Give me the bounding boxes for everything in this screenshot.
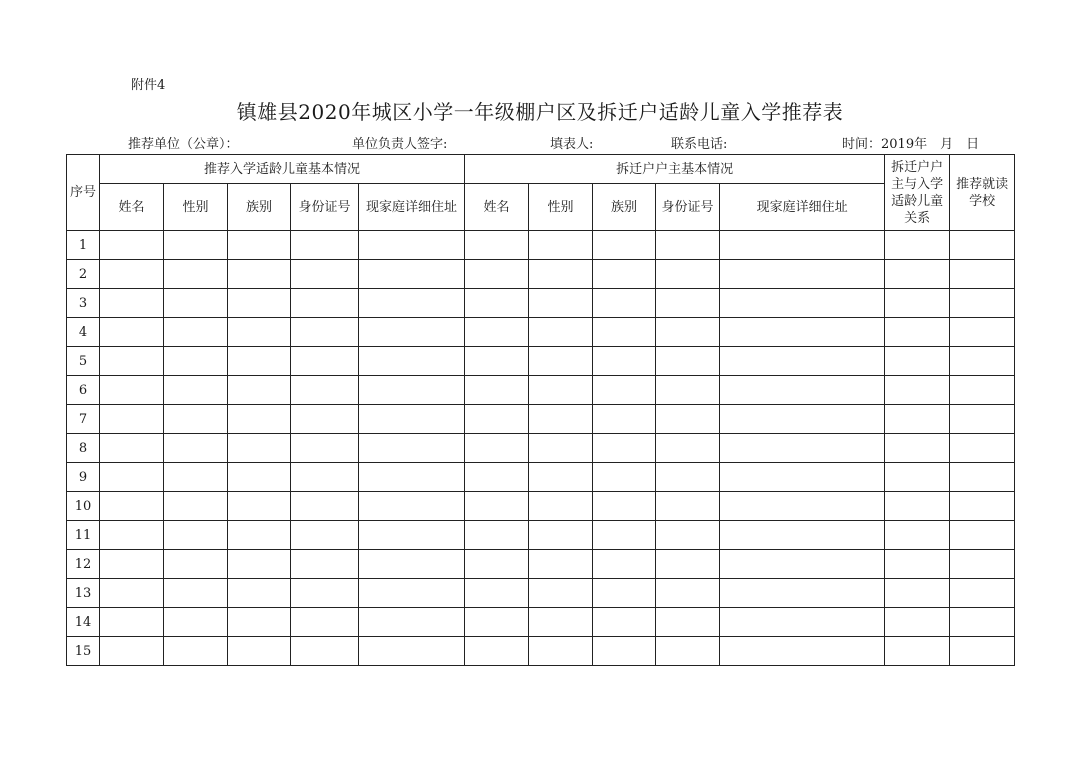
empty-cell[interactable]: [291, 376, 359, 405]
empty-cell[interactable]: [164, 376, 228, 405]
empty-cell[interactable]: [228, 405, 291, 434]
owner-col-address: 现家庭详细住址: [720, 184, 885, 231]
empty-cell[interactable]: [228, 434, 291, 463]
empty-cell[interactable]: [359, 637, 465, 666]
empty-cell[interactable]: [291, 347, 359, 376]
empty-cell[interactable]: [720, 637, 885, 666]
empty-cell[interactable]: [885, 637, 950, 666]
empty-cell[interactable]: [656, 579, 720, 608]
child-col-ethnicity: 族别: [228, 184, 291, 231]
row-number: 15: [67, 637, 100, 666]
empty-cell[interactable]: [593, 405, 656, 434]
empty-cell[interactable]: [100, 260, 164, 289]
empty-cell[interactable]: [164, 463, 228, 492]
empty-cell[interactable]: [950, 231, 1015, 260]
empty-cell[interactable]: [720, 521, 885, 550]
empty-cell[interactable]: [656, 318, 720, 347]
empty-cell[interactable]: [228, 231, 291, 260]
empty-cell[interactable]: [529, 405, 593, 434]
empty-cell[interactable]: [465, 405, 529, 434]
table-row: [67, 318, 1015, 347]
empty-cell[interactable]: [164, 637, 228, 666]
empty-cell[interactable]: [656, 289, 720, 318]
empty-cell[interactable]: [885, 463, 950, 492]
empty-cell[interactable]: [529, 463, 593, 492]
empty-cell[interactable]: [291, 318, 359, 347]
empty-cell[interactable]: [656, 405, 720, 434]
child-col-name: 姓名: [100, 184, 164, 231]
empty-cell[interactable]: [950, 376, 1015, 405]
empty-cell[interactable]: [465, 434, 529, 463]
row-number: 1: [67, 231, 100, 260]
empty-cell[interactable]: [465, 376, 529, 405]
table-row: [67, 289, 1015, 318]
empty-cell[interactable]: [465, 550, 529, 579]
empty-cell[interactable]: [228, 637, 291, 666]
empty-cell[interactable]: [593, 376, 656, 405]
empty-cell[interactable]: [228, 463, 291, 492]
empty-cell[interactable]: [359, 434, 465, 463]
empty-cell[interactable]: [291, 463, 359, 492]
empty-cell[interactable]: [359, 376, 465, 405]
empty-cell[interactable]: [529, 434, 593, 463]
empty-cell[interactable]: [100, 376, 164, 405]
row-number: 5: [67, 347, 100, 376]
empty-cell[interactable]: [164, 492, 228, 521]
empty-cell[interactable]: [291, 579, 359, 608]
row-number: 10: [67, 492, 100, 521]
empty-cell[interactable]: [656, 550, 720, 579]
empty-cell[interactable]: [529, 492, 593, 521]
empty-cell[interactable]: [529, 608, 593, 637]
empty-cell[interactable]: [529, 521, 593, 550]
unit-head-signature-label: 单位负责人签字:: [352, 137, 448, 152]
empty-cell[interactable]: [291, 550, 359, 579]
empty-cell[interactable]: [359, 289, 465, 318]
row-number: 8: [67, 434, 100, 463]
date-label: 时间：2019年 月 日: [842, 137, 980, 152]
empty-cell[interactable]: [950, 463, 1015, 492]
empty-cell[interactable]: [720, 463, 885, 492]
empty-cell[interactable]: [100, 347, 164, 376]
empty-cell[interactable]: [359, 318, 465, 347]
empty-cell[interactable]: [593, 579, 656, 608]
empty-cell[interactable]: [885, 608, 950, 637]
empty-cell[interactable]: [656, 637, 720, 666]
empty-cell[interactable]: [593, 260, 656, 289]
relation-header: 拆迁户户主与入学适龄儿童关系: [885, 155, 950, 231]
empty-cell[interactable]: [100, 579, 164, 608]
empty-cell[interactable]: [720, 579, 885, 608]
empty-cell[interactable]: [950, 579, 1015, 608]
empty-cell[interactable]: [950, 637, 1015, 666]
empty-cell[interactable]: [228, 521, 291, 550]
empty-cell[interactable]: [359, 231, 465, 260]
empty-cell[interactable]: [164, 608, 228, 637]
empty-cell[interactable]: [885, 347, 950, 376]
empty-cell[interactable]: [720, 608, 885, 637]
empty-cell[interactable]: [228, 318, 291, 347]
empty-cell[interactable]: [228, 492, 291, 521]
table-row: [67, 434, 1015, 463]
empty-cell[interactable]: [465, 231, 529, 260]
child-col-gender: 性别: [164, 184, 228, 231]
empty-cell[interactable]: [593, 231, 656, 260]
empty-cell[interactable]: [228, 376, 291, 405]
empty-cell[interactable]: [100, 434, 164, 463]
empty-cell[interactable]: [465, 318, 529, 347]
empty-cell[interactable]: [720, 231, 885, 260]
empty-cell[interactable]: [950, 492, 1015, 521]
child-col-id-number: 身份证号: [291, 184, 359, 231]
empty-cell[interactable]: [950, 318, 1015, 347]
empty-cell[interactable]: [885, 492, 950, 521]
empty-cell[interactable]: [164, 405, 228, 434]
empty-cell[interactable]: [885, 289, 950, 318]
owner-col-name: 姓名: [465, 184, 529, 231]
empty-cell[interactable]: [593, 550, 656, 579]
empty-cell[interactable]: [465, 521, 529, 550]
row-number: 11: [67, 521, 100, 550]
table-row: [67, 608, 1015, 637]
empty-cell[interactable]: [529, 231, 593, 260]
empty-cell[interactable]: [529, 579, 593, 608]
empty-cell[interactable]: [465, 260, 529, 289]
table-row: [67, 463, 1015, 492]
empty-cell[interactable]: [950, 289, 1015, 318]
empty-cell[interactable]: [529, 550, 593, 579]
empty-cell[interactable]: [100, 318, 164, 347]
empty-cell[interactable]: [100, 521, 164, 550]
filled-by-label: 填表人:: [550, 137, 594, 152]
table-row: [67, 260, 1015, 289]
empty-cell[interactable]: [359, 579, 465, 608]
empty-cell[interactable]: [593, 521, 656, 550]
empty-cell[interactable]: [950, 521, 1015, 550]
empty-cell[interactable]: [720, 434, 885, 463]
empty-cell[interactable]: [720, 318, 885, 347]
empty-cell[interactable]: [164, 318, 228, 347]
owner-col-gender: 性别: [529, 184, 593, 231]
empty-cell[interactable]: [593, 463, 656, 492]
table-row: [67, 550, 1015, 579]
empty-cell[interactable]: [291, 434, 359, 463]
empty-cell[interactable]: [164, 289, 228, 318]
empty-cell[interactable]: [529, 637, 593, 666]
table-row: [67, 492, 1015, 521]
empty-cell[interactable]: [885, 521, 950, 550]
empty-cell[interactable]: [656, 434, 720, 463]
seq-header: 序号: [67, 155, 100, 231]
empty-cell[interactable]: [885, 579, 950, 608]
recommending-unit-label: 推荐单位（公章）：: [128, 137, 239, 152]
empty-cell[interactable]: [529, 289, 593, 318]
empty-cell[interactable]: [164, 579, 228, 608]
empty-cell[interactable]: [164, 521, 228, 550]
empty-cell[interactable]: [885, 376, 950, 405]
empty-cell[interactable]: [529, 318, 593, 347]
empty-cell[interactable]: [720, 347, 885, 376]
empty-cell[interactable]: [465, 492, 529, 521]
recommendation-table: [66, 154, 1015, 666]
empty-cell[interactable]: [100, 231, 164, 260]
row-number: 3: [67, 289, 100, 318]
empty-cell[interactable]: [720, 260, 885, 289]
empty-cell[interactable]: [100, 492, 164, 521]
empty-cell[interactable]: [529, 347, 593, 376]
empty-cell[interactable]: [291, 405, 359, 434]
empty-cell[interactable]: [291, 492, 359, 521]
row-number: 6: [67, 376, 100, 405]
empty-cell[interactable]: [228, 347, 291, 376]
empty-cell[interactable]: [593, 637, 656, 666]
empty-cell[interactable]: [656, 608, 720, 637]
empty-cell[interactable]: [359, 550, 465, 579]
empty-cell[interactable]: [100, 550, 164, 579]
owner-col-id-number: 身份证号: [656, 184, 720, 231]
empty-cell[interactable]: [950, 608, 1015, 637]
child-col-address: 现家庭详细住址: [359, 184, 465, 231]
empty-cell[interactable]: [656, 521, 720, 550]
empty-cell[interactable]: [950, 260, 1015, 289]
empty-cell[interactable]: [465, 579, 529, 608]
empty-cell[interactable]: [100, 608, 164, 637]
attachment-label: 附件4: [131, 78, 166, 93]
table-row: [67, 521, 1015, 550]
row-number: 13: [67, 579, 100, 608]
empty-cell[interactable]: [291, 521, 359, 550]
table-row: [67, 637, 1015, 666]
table-row: [67, 579, 1015, 608]
empty-cell[interactable]: [359, 463, 465, 492]
empty-cell[interactable]: [885, 231, 950, 260]
empty-cell[interactable]: [359, 521, 465, 550]
empty-cell[interactable]: [529, 260, 593, 289]
empty-cell[interactable]: [100, 463, 164, 492]
empty-cell[interactable]: [291, 637, 359, 666]
row-number: 7: [67, 405, 100, 434]
empty-cell[interactable]: [291, 289, 359, 318]
empty-cell[interactable]: [950, 405, 1015, 434]
empty-cell[interactable]: [720, 492, 885, 521]
empty-cell[interactable]: [885, 318, 950, 347]
table-row: [67, 347, 1015, 376]
empty-cell[interactable]: [359, 492, 465, 521]
table-row: [67, 231, 1015, 260]
empty-cell[interactable]: [359, 347, 465, 376]
empty-cell[interactable]: [593, 318, 656, 347]
empty-cell[interactable]: [885, 405, 950, 434]
empty-cell[interactable]: [359, 608, 465, 637]
empty-cell[interactable]: [593, 434, 656, 463]
empty-cell[interactable]: [465, 289, 529, 318]
empty-cell[interactable]: [885, 434, 950, 463]
empty-cell[interactable]: [100, 637, 164, 666]
child-group-header: 推荐入学适龄儿童基本情况: [100, 155, 465, 184]
empty-cell[interactable]: [228, 579, 291, 608]
empty-cell[interactable]: [720, 405, 885, 434]
empty-cell[interactable]: [164, 231, 228, 260]
empty-cell[interactable]: [656, 376, 720, 405]
row-number: 14: [67, 608, 100, 637]
table-row: [67, 376, 1015, 405]
row-number: 2: [67, 260, 100, 289]
empty-cell[interactable]: [885, 550, 950, 579]
table-row: [67, 405, 1015, 434]
empty-cell[interactable]: [359, 405, 465, 434]
empty-cell[interactable]: [100, 405, 164, 434]
contact-phone-label: 联系电话:: [671, 137, 728, 152]
empty-cell[interactable]: [593, 492, 656, 521]
empty-cell[interactable]: [228, 608, 291, 637]
school-header: 推荐就读学校: [950, 155, 1015, 231]
empty-cell[interactable]: [228, 260, 291, 289]
empty-cell[interactable]: [465, 463, 529, 492]
empty-cell[interactable]: [228, 550, 291, 579]
empty-cell[interactable]: [529, 376, 593, 405]
row-number: 12: [67, 550, 100, 579]
empty-cell[interactable]: [950, 347, 1015, 376]
empty-cell[interactable]: [656, 347, 720, 376]
empty-cell[interactable]: [656, 231, 720, 260]
empty-cell[interactable]: [164, 434, 228, 463]
row-number: 9: [67, 463, 100, 492]
empty-cell[interactable]: [656, 260, 720, 289]
empty-cell[interactable]: [720, 376, 885, 405]
owner-group-header: 拆迁户户主基本情况: [465, 155, 885, 184]
empty-cell[interactable]: [164, 347, 228, 376]
empty-cell[interactable]: [291, 260, 359, 289]
empty-cell[interactable]: [465, 637, 529, 666]
empty-cell[interactable]: [100, 289, 164, 318]
empty-cell[interactable]: [164, 550, 228, 579]
empty-cell[interactable]: [593, 347, 656, 376]
empty-cell[interactable]: [593, 608, 656, 637]
empty-cell[interactable]: [720, 550, 885, 579]
empty-cell[interactable]: [950, 434, 1015, 463]
empty-cell[interactable]: [885, 260, 950, 289]
row-number: 4: [67, 318, 100, 347]
empty-cell[interactable]: [291, 608, 359, 637]
empty-cell[interactable]: [720, 289, 885, 318]
empty-cell[interactable]: [465, 608, 529, 637]
empty-cell[interactable]: [291, 231, 359, 260]
empty-cell[interactable]: [465, 347, 529, 376]
empty-cell[interactable]: [359, 260, 465, 289]
empty-cell[interactable]: [656, 463, 720, 492]
empty-cell[interactable]: [164, 260, 228, 289]
owner-col-ethnicity: 族别: [593, 184, 656, 231]
empty-cell[interactable]: [950, 550, 1015, 579]
empty-cell[interactable]: [656, 492, 720, 521]
form-title: 镇雄县2020年城区小学一年级棚户区及拆迁户适龄儿童入学推荐表: [236, 100, 844, 124]
empty-cell[interactable]: [228, 289, 291, 318]
empty-cell[interactable]: [593, 289, 656, 318]
